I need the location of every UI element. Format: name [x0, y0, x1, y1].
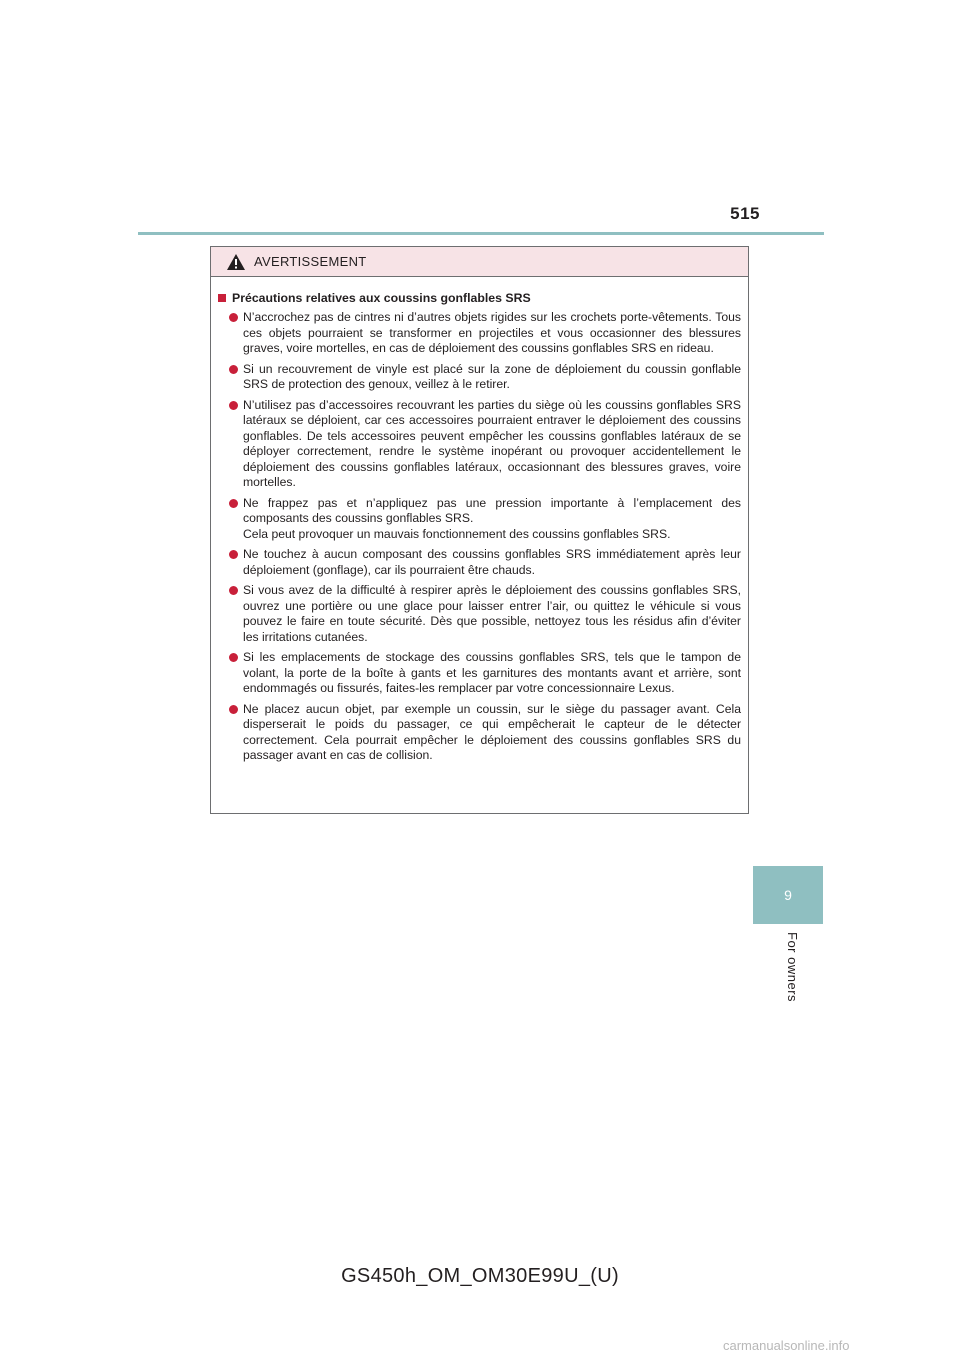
chapter-tab[interactable] [753, 866, 823, 924]
list-item [229, 496, 741, 543]
bullet-dot-icon [229, 499, 238, 508]
list-item [229, 583, 741, 645]
page-number: 515 [730, 204, 760, 223]
list-item-text: Ne touchez à aucun composant des coussins gonflables SRS immédiatement après leur déploiement (gonflage), car ils pourraient être chauds. [243, 547, 741, 577]
list-item-text: Ne placez aucun objet, par exemple un coussin, sur le siège du passager avant. Cela disperserait le poids du passager, ce qui empêcherait le capteur de le détecter correctement. Cela pourrait empêcher le déploiement des coussins gonflables SRS du passager avant en cas de collision. [243, 701, 741, 762]
list-item [229, 362, 741, 393]
chapter-label: For owners [785, 932, 800, 1003]
warning-list [229, 310, 741, 764]
list-item-text: Si les emplacements de stockage des coussins gonflables SRS, tels que le tampon de volant, la porte de la boîte à gants et les garnitures des montants avant et arrière, sont endommagés ou fissurés, faites-les remplacer par votre concessionnaire Lexus. [243, 650, 741, 695]
list-item [229, 650, 741, 697]
section-heading [218, 291, 748, 305]
warning-title: AVERTISSEMENT [254, 254, 367, 269]
list-item-extra-text: Cela peut provoquer un mauvais fonctionnement des coussins gonflables SRS. [243, 526, 671, 541]
bullet-dot-icon [229, 313, 238, 322]
list-item [229, 547, 741, 578]
section-heading-text: Précautions relatives aux coussins gonflables SRS [232, 291, 531, 305]
bullet-dot-icon [229, 586, 238, 595]
list-item-text: Si vous avez de la difficulté à respirer après le déploiement des coussins gonflables SRS, ouvrez une portière ou une glace pour laisser entrer l’air, ou quittez le véhicule si vous pouvez le faire en toute sécurité. Dès que possible, nettoyez tous les résidus afin d’éviter les irritations cutanées. [243, 583, 741, 644]
watermark: carmanualsonline.info [723, 1338, 850, 1353]
header-rule [138, 232, 824, 235]
list-item [229, 398, 741, 491]
warning-triangle-icon [226, 253, 246, 271]
footer-code: GS450h_OM_OM30E99U_(U) [341, 1265, 619, 1287]
bullet-dot-icon [229, 705, 238, 714]
list-item-text: N’accrochez pas de cintres ni d’autres objets rigides sur les crochets porte-vêtements. Tous ces objets pourraient se transformer en projectiles et vous occasionner des blessures graves, voire mortelles, en cas de déploiement des coussins gonflables SRS en rideau. [243, 310, 741, 355]
chapter-number: 9 [784, 887, 792, 903]
list-item-text: Ne frappez pas et n’appliquez pas une pression importante à l’emplacement des composants des coussins gonflables SRS. [243, 495, 741, 525]
list-item-text: Si un recouvrement de vinyle est placé sur la zone de déploiement du coussin gonflable SRS de protection des genoux, veillez à le retirer. [243, 361, 741, 391]
bullet-dot-icon [229, 365, 238, 374]
warning-header [211, 247, 748, 277]
list-item [229, 310, 741, 357]
bullet-dot-icon [229, 401, 238, 410]
warning-box [210, 246, 749, 814]
list-item [229, 702, 741, 764]
bullet-dot-icon [229, 653, 238, 662]
bullet-dot-icon [229, 550, 238, 559]
list-item-text: N’utilisez pas d’accessoires recouvrant les parties du siège où les coussins gonflables SRS latéraux se déploient, car ces accessoires pourraient entraver le déploiement des coussins gonflables. De tels accessoires peuvent empêcher les coussins gonflables latéraux de se déployer correctement, rendre le système inopérant ou provoquer accidentellement le déploiement des coussins gonflables latéraux, occasionnant des blessures graves, voire mortelles. [243, 397, 741, 489]
square-bullet-icon [218, 294, 226, 302]
